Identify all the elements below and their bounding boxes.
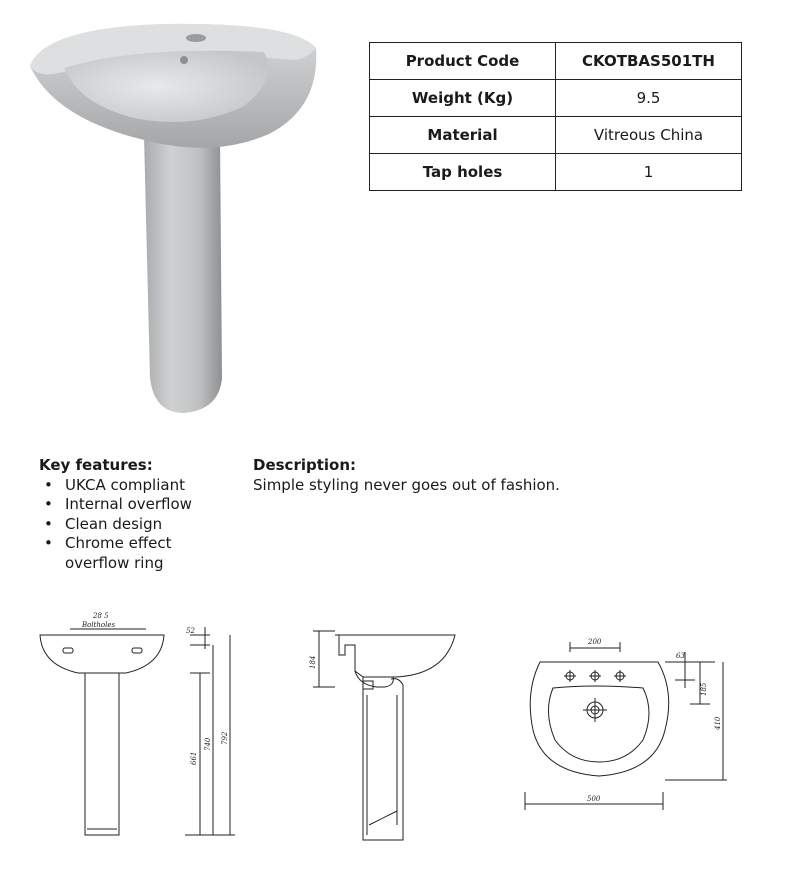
list-item: • Internal overflow	[39, 495, 215, 515]
dim-500: 500	[587, 795, 601, 803]
spec-value: Vitreous China	[556, 117, 742, 154]
bolt-holes-label: Boltholes	[82, 621, 116, 629]
key-features	[39, 456, 215, 573]
list-item: • Chrome effect overflow ring	[39, 534, 215, 573]
features-list	[39, 476, 215, 574]
table-row	[370, 154, 742, 191]
spec-label: Tap holes	[370, 154, 556, 191]
dim-200: 200	[588, 638, 602, 646]
spec-label: Product Code	[370, 43, 556, 80]
dim-63: 63	[676, 652, 685, 660]
spec-label: Weight (Kg)	[370, 80, 556, 117]
list-item: • Clean design	[39, 515, 215, 535]
front-elevation-drawing	[30, 605, 250, 845]
dim-184: 184	[309, 655, 317, 669]
description-text: Simple styling never goes out of fashion.	[253, 475, 560, 494]
dim-661: 661	[190, 751, 198, 765]
dim-740: 740	[204, 737, 212, 751]
description-heading: Description:	[253, 456, 357, 474]
spec-table	[369, 42, 742, 191]
side-elevation-drawing	[295, 625, 475, 845]
basin-product-photo	[24, 18, 324, 418]
features-heading: Key features:	[39, 456, 153, 474]
list-item: • UKCA compliant	[39, 476, 215, 496]
dim-410: 410	[714, 716, 722, 730]
dim-52: 52	[186, 627, 195, 635]
spec-value: CKOTBAS501TH	[556, 43, 742, 80]
spec-value: 1	[556, 154, 742, 191]
bolt-spacing-label: 28 5	[93, 612, 109, 620]
table-row	[370, 80, 742, 117]
table-row	[370, 43, 742, 80]
spec-label: Material	[370, 117, 556, 154]
dim-792: 792	[221, 731, 229, 745]
spec-value: 9.5	[556, 80, 742, 117]
dim-185: 185	[700, 682, 708, 696]
description	[253, 456, 560, 495]
table-row	[370, 117, 742, 154]
top-view-drawing	[515, 632, 730, 817]
